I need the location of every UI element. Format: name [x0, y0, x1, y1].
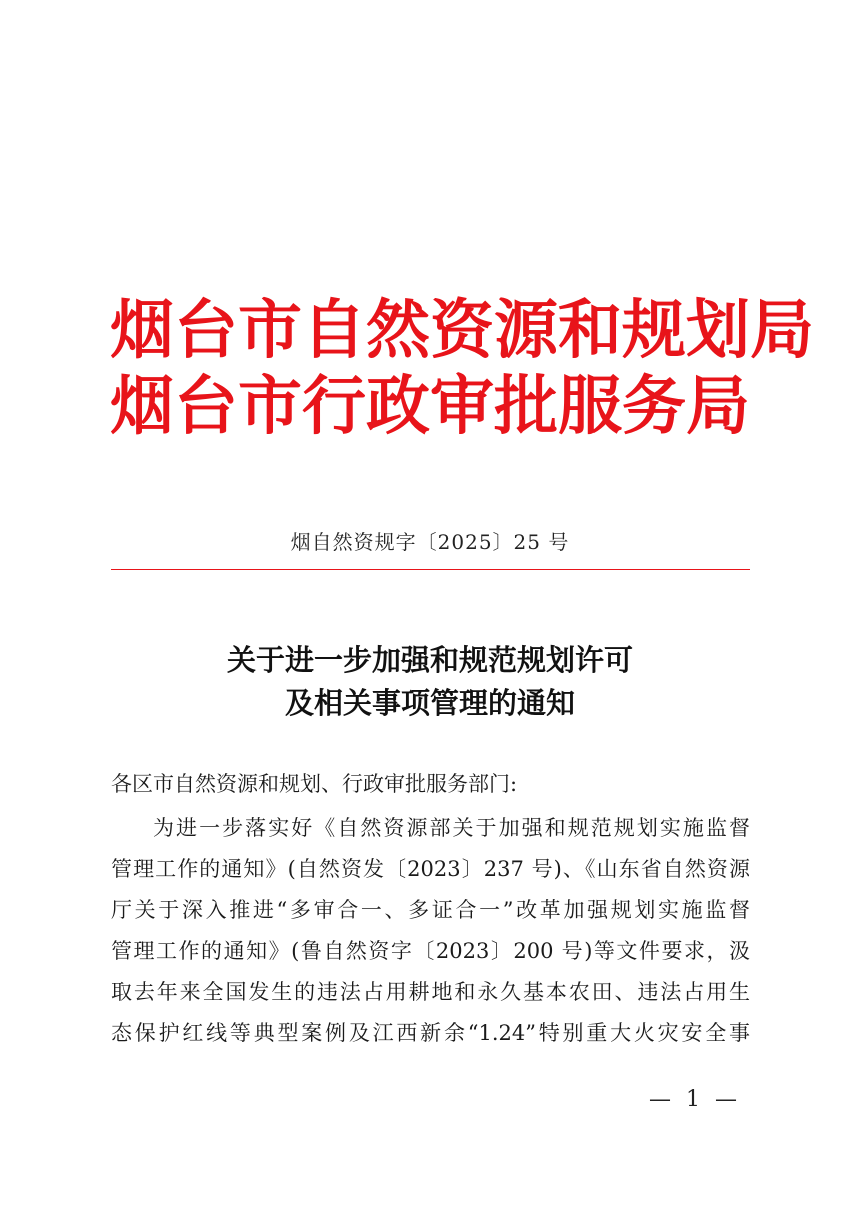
issuer-name-1: 烟台市自然资源和规划局 [110, 294, 814, 368]
document-title-line-1: 关于进一步加强和规范规划许可 [226, 643, 633, 677]
body-line-1: 为进一步落实好《自然资源部关于加强和规范规划实施监督 [153, 816, 750, 840]
page-number: — 1 — [649, 1087, 741, 1112]
red-divider-line [111, 569, 750, 570]
document-title-line-2: 及相关事项管理的通知 [284, 686, 575, 720]
body-line-4: 管理工作的通知》(鲁自然资字〔2023〕200 号)等文件要求，汲 [111, 939, 750, 963]
body-line-6: 态保护红线等典型案例及江西新余“1.24”特别重大火灾安全事 [111, 1021, 750, 1045]
body-line-3: 厅关于深入推进“多审合一、多证合一”改革加强规划实施监督 [111, 898, 750, 922]
body-line-5: 取去年来全国发生的违法占用耕地和永久基本农田、违法占用生 [111, 980, 750, 1004]
document-number: 烟自然资规字〔2025〕25 号 [290, 530, 570, 554]
issuer-name-2: 烟台市行政审批服务局 [110, 370, 750, 444]
body-line-2: 管理工作的通知》(自然资发〔2023〕237 号)、《山东省自然资源 [111, 857, 750, 881]
addressee: 各区市自然资源和规划、行政审批服务部门: [111, 772, 518, 796]
